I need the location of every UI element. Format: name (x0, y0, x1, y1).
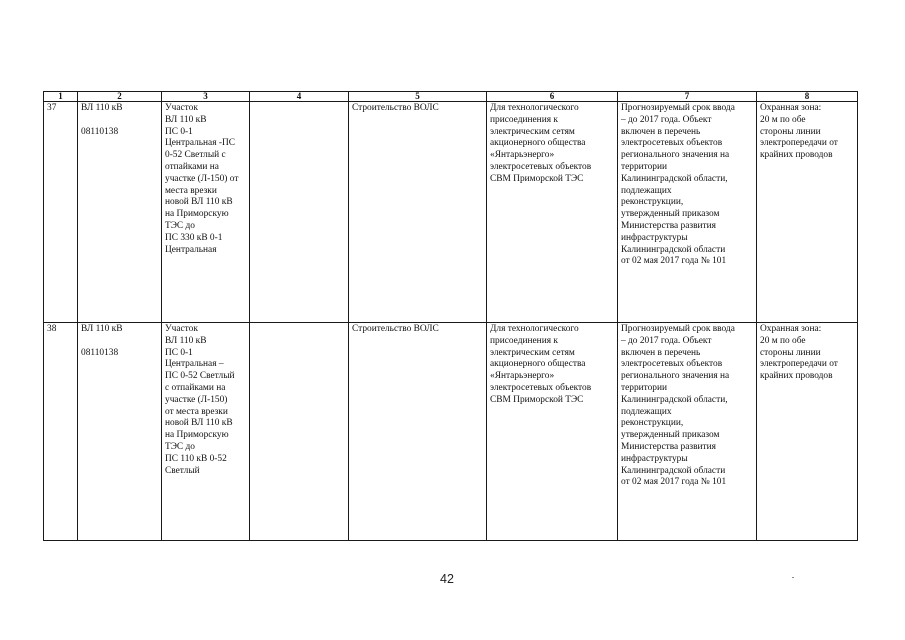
deadline-line: реконструкции, (621, 197, 684, 208)
section-line: Центральная – (165, 359, 224, 370)
deadline-line: реконструкции, (621, 418, 684, 429)
section-line: Светлый (165, 465, 200, 476)
purpose-line: «Янтарьэнерго» (490, 371, 555, 382)
section-line: ВЛ 110 кВ (165, 335, 207, 346)
page-number: 42 (440, 572, 454, 586)
works-line: Строительство ВОЛС (352, 103, 439, 113)
purpose-line: СВМ Приморской ТЭС (490, 173, 584, 184)
purpose-line: Для технологического (490, 324, 579, 334)
deadline-line: электросетевых объектов (621, 138, 723, 149)
section-line: участке (Л-150) от (165, 173, 239, 184)
deadline-cell (618, 323, 757, 541)
purpose-line: Для технологического (490, 103, 579, 113)
deadline-line: регионального значения на (621, 150, 730, 161)
works-cell (349, 323, 487, 541)
line-code: 08110138 (81, 126, 119, 137)
deadline-line: территории (621, 161, 668, 172)
deadline-line: утвержденный приказом (621, 209, 720, 220)
works-line: Строительство ВОЛС (352, 324, 439, 334)
deadline-line: Калининградской области (621, 465, 726, 476)
line-name-cell (78, 323, 162, 541)
purpose-line: электрическим сетям (490, 347, 575, 358)
zone-line: стороны линии (760, 126, 821, 137)
section-line: Центральная (165, 244, 217, 255)
purpose-cell (487, 102, 618, 323)
section-line: новой ВЛ 110 кВ (165, 418, 233, 429)
purpose-line: присоединения к (490, 335, 558, 346)
scan-speck (792, 577, 794, 578)
section-description-cell (162, 323, 250, 541)
deadline-line: подлежащих (621, 406, 672, 417)
purpose-line: «Янтарьэнерго» (490, 150, 555, 161)
section-line: Центральная -ПС (165, 138, 236, 149)
header-col-5: 5 (349, 92, 487, 102)
section-line: от места врезки (165, 406, 228, 417)
spacer (81, 115, 158, 127)
section-line: ПС 0-52 Светлый (165, 371, 235, 382)
deadline-line: – до 2017 года. Объект (621, 114, 712, 125)
table-header (44, 92, 858, 102)
deadline-line: подлежащих (621, 185, 672, 196)
deadline-line: инфраструктуры (621, 232, 688, 243)
zone-line: электропередачи от (760, 359, 838, 370)
header-col-6: 6 (487, 92, 618, 102)
purpose-line: электросетевых объектов (490, 382, 592, 393)
section-line: ПС 110 кВ 0-52 (165, 453, 227, 464)
zone-line: крайних проводов (760, 150, 833, 161)
deadline-line: Прогнозируемый срок ввода (621, 103, 735, 113)
header-col-8: 8 (757, 92, 858, 102)
zone-line: крайних проводов (760, 371, 833, 382)
table-body (44, 102, 858, 541)
zone-line: 20 м по обе (760, 335, 806, 346)
header-col-4: 4 (250, 92, 349, 102)
section-line: на Приморскую (165, 430, 229, 441)
line-name: ВЛ 110 кВ (81, 324, 123, 334)
deadline-line: Министерства развития (621, 441, 716, 452)
line-name-cell (78, 102, 162, 323)
zone-line: электропередачи от (760, 138, 838, 149)
header-col-2: 2 (78, 92, 162, 102)
zone-line: 20 м по обе (760, 114, 806, 125)
deadline-line: включен в перечень (621, 347, 701, 358)
section-line: на Приморскую (165, 209, 229, 220)
section-line: новой ВЛ 110 кВ (165, 197, 233, 208)
section-line: Участок (165, 103, 198, 113)
deadline-line: от 02 мая 2017 года № 101 (621, 477, 727, 488)
section-line: с отпайками на (165, 382, 226, 393)
section-line: ТЭС до (165, 441, 195, 452)
row-number: 37 (44, 102, 78, 323)
protection-zone-cell (757, 323, 858, 541)
section-line: ВЛ 110 кВ (165, 114, 207, 125)
empty-cell (250, 102, 349, 323)
deadline-line: от 02 мая 2017 года № 101 (621, 256, 727, 267)
deadline-line: Калининградской области, (621, 173, 728, 184)
purpose-line: электросетевых объектов (490, 161, 592, 172)
section-line: Участок (165, 324, 198, 334)
purpose-cell (487, 323, 618, 541)
deadline-line: Калининградской области (621, 244, 726, 255)
document-table (43, 91, 858, 541)
header-col-1: 1 (44, 92, 78, 102)
line-name: ВЛ 110 кВ (81, 103, 123, 113)
purpose-line: СВМ Приморской ТЭС (490, 394, 584, 405)
empty-cell (250, 323, 349, 541)
deadline-line: Министерства развития (621, 220, 716, 231)
works-cell (349, 102, 487, 323)
section-line: ТЭС до (165, 220, 195, 231)
deadline-line: Калининградской области, (621, 394, 728, 405)
spacer (81, 336, 158, 348)
zone-line: Охранная зона: (760, 324, 822, 334)
line-code: 08110138 (81, 347, 119, 358)
deadline-line: регионального значения на (621, 371, 730, 382)
deadline-line: территории (621, 382, 668, 393)
section-line: ПС 330 кВ 0-1 (165, 232, 223, 243)
deadline-line: инфраструктуры (621, 453, 688, 464)
deadline-line: включен в перечень (621, 126, 701, 137)
table-row (44, 323, 858, 541)
deadline-line: Прогнозируемый срок ввода (621, 324, 735, 334)
purpose-line: присоединения к (490, 114, 558, 125)
deadline-line: электросетевых объектов (621, 359, 723, 370)
section-line: места врезки (165, 185, 217, 196)
purpose-line: электрическим сетям (490, 126, 575, 137)
section-line: ПС 0-1 (165, 347, 193, 358)
header-col-7: 7 (618, 92, 757, 102)
header-row (44, 92, 858, 102)
purpose-line: акционерного общества (490, 359, 586, 370)
section-line: участке (Л-150) (165, 394, 228, 405)
row-number: 38 (44, 323, 78, 541)
deadline-cell (618, 102, 757, 323)
section-line: 0-52 Светлый с (165, 150, 226, 161)
header-col-3: 3 (162, 92, 250, 102)
section-line: ПС 0-1 (165, 126, 193, 137)
section-description-cell (162, 102, 250, 323)
deadline-line: утвержденный приказом (621, 430, 720, 441)
purpose-line: акционерного общества (490, 138, 586, 149)
protection-zone-cell (757, 102, 858, 323)
deadline-line: – до 2017 года. Объект (621, 335, 712, 346)
zone-line: стороны линии (760, 347, 821, 358)
zone-line: Охранная зона: (760, 103, 822, 113)
table-row (44, 102, 858, 323)
section-line: отпайками на (165, 161, 219, 172)
